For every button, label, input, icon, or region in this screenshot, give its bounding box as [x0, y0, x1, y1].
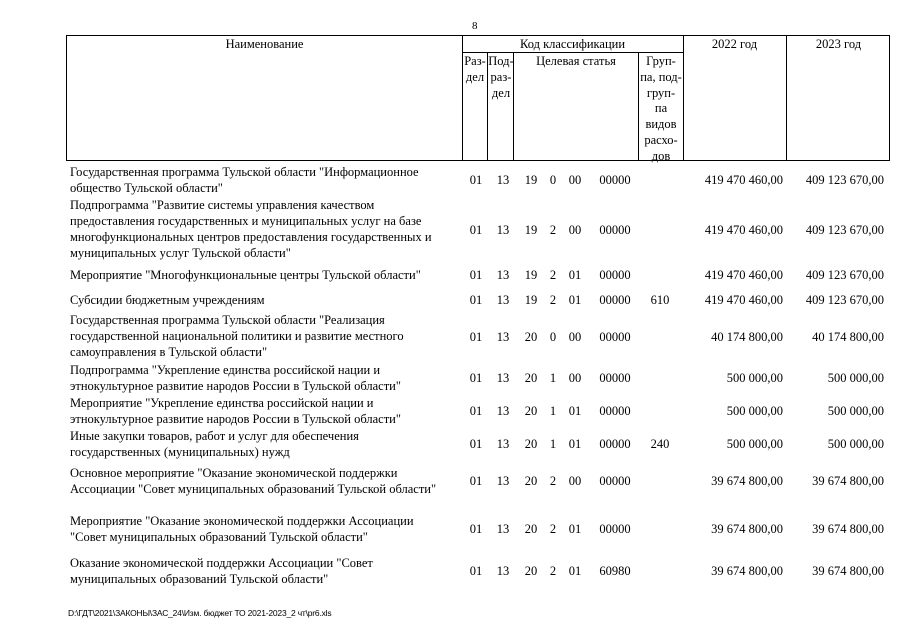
- amount-2022: 419 470 460,00: [704, 173, 783, 187]
- podrazdel-cell: 13: [496, 330, 510, 344]
- amount-2023: 500 000,00: [827, 371, 884, 385]
- razdel-cell: 01: [469, 223, 483, 237]
- row-name-line: государственных (муниципальных) нужд: [70, 445, 290, 459]
- target-program-cell: 19: [524, 268, 538, 282]
- razdel-cell: 01: [469, 474, 483, 488]
- row-name-line: муниципальных услуг Тульской области": [70, 246, 291, 260]
- amount-2022: 419 470 460,00: [704, 268, 783, 282]
- amount-2023: 409 123 670,00: [805, 223, 884, 237]
- target-subprogram-cell: 2: [549, 293, 557, 307]
- target-subprogram-cell: 2: [549, 223, 557, 237]
- page-number: 8: [472, 20, 478, 32]
- row-name: [70, 312, 455, 360]
- podrazdel-cell: 13: [496, 564, 510, 578]
- header-name: Наименование: [225, 37, 304, 51]
- target-event-cell: 01: [568, 522, 582, 536]
- table-row: [0, 465, 905, 497]
- amount-2022: 419 470 460,00: [704, 223, 783, 237]
- amount-2023: 409 123 670,00: [805, 268, 884, 282]
- target-direction-cell: 00000: [599, 522, 631, 536]
- row-name: [70, 362, 455, 394]
- row-name-line: самоуправления в Тульской области": [70, 345, 268, 359]
- row-name: [70, 428, 455, 460]
- razdel-cell: 01: [469, 437, 483, 451]
- target-direction-cell: 00000: [599, 371, 631, 385]
- table-row: [0, 555, 905, 587]
- target-subprogram-cell: 1: [549, 404, 557, 418]
- amount-2022: 419 470 460,00: [704, 293, 783, 307]
- row-name-line: общество Тульской области": [70, 181, 223, 195]
- row-name: [70, 465, 455, 497]
- amount-2023: 40 174 800,00: [812, 330, 884, 344]
- row-name-line: "Совет муниципальных образований Тульской области": [70, 530, 368, 544]
- expense-type-cell: 610: [650, 293, 670, 307]
- target-direction-cell: 00000: [599, 293, 631, 307]
- amount-2022: 500 000,00: [726, 404, 783, 418]
- target-direction-cell: 60980: [599, 564, 631, 578]
- target-direction-cell: 00000: [599, 404, 631, 418]
- row-name-line: Ассоциации "Совет муниципальных образований Тульской области": [70, 482, 437, 496]
- row-name-line: Государственная программа Тульской области "Информационное: [70, 165, 419, 179]
- target-subprogram-cell: 0: [549, 330, 557, 344]
- target-event-cell: 00: [568, 474, 582, 488]
- target-event-cell: 00: [568, 223, 582, 237]
- amount-2023: 409 123 670,00: [805, 173, 884, 187]
- target-direction-cell: 00000: [599, 223, 631, 237]
- row-name-line: этнокультурное развитие народов России в Тульской области": [70, 412, 401, 426]
- table-row: [0, 267, 905, 285]
- table-row: [0, 362, 905, 394]
- razdel-cell: 01: [469, 522, 483, 536]
- target-direction-cell: 00000: [599, 330, 631, 344]
- amount-2023: 39 674 800,00: [812, 564, 884, 578]
- razdel-cell: 01: [469, 173, 483, 187]
- target-program-cell: 20: [524, 437, 538, 451]
- table-row: [0, 312, 905, 360]
- table-row: [0, 513, 905, 545]
- row-name-line: Основное мероприятие "Оказание экономической поддержки: [70, 466, 398, 480]
- table-row: [0, 428, 905, 460]
- header-section: Раз- дел: [464, 54, 486, 84]
- target-direction-cell: 00000: [599, 173, 631, 187]
- file-path-footer: D:\ГДТ\2021\ЗАКОНЫ\ЗАС_24\Изм. бюджет ТО 2021-2023_2 чт\pr6.xls: [68, 608, 332, 618]
- row-name-line: муниципальных образований Тульской области": [70, 572, 329, 586]
- amount-2022: 40 174 800,00: [711, 330, 783, 344]
- target-event-cell: 01: [568, 564, 582, 578]
- target-subprogram-cell: 2: [549, 522, 557, 536]
- target-direction-cell: 00000: [599, 268, 631, 282]
- target-program-cell: 20: [524, 564, 538, 578]
- target-program-cell: 19: [524, 293, 538, 307]
- amount-2023: 500 000,00: [827, 404, 884, 418]
- amount-2022: 500 000,00: [726, 371, 783, 385]
- row-name-line: Иные закупки товаров, работ и услуг для обеспечения: [70, 429, 359, 443]
- razdel-cell: 01: [469, 268, 483, 282]
- row-name-line: Оказание экономической поддержки Ассоциации "Совет: [70, 556, 373, 570]
- amount-2023: 409 123 670,00: [805, 293, 884, 307]
- amount-2023: 39 674 800,00: [812, 522, 884, 536]
- podrazdel-cell: 13: [496, 404, 510, 418]
- podrazdel-cell: 13: [496, 474, 510, 488]
- target-program-cell: 20: [524, 522, 538, 536]
- razdel-cell: 01: [469, 564, 483, 578]
- amount-2023: 39 674 800,00: [812, 474, 884, 488]
- podrazdel-cell: 13: [496, 268, 510, 282]
- header-subsection: Под- раз- дел: [488, 54, 514, 100]
- row-name-line: Мероприятие "Оказание экономической поддержки Ассоциации: [70, 514, 414, 528]
- target-event-cell: 00: [568, 330, 582, 344]
- target-direction-cell: 00000: [599, 474, 631, 488]
- amount-2022: 500 000,00: [726, 437, 783, 451]
- razdel-cell: 01: [469, 371, 483, 385]
- row-name: [70, 267, 455, 283]
- target-event-cell: 01: [568, 268, 582, 282]
- target-program-cell: 20: [524, 371, 538, 385]
- target-program-cell: 19: [524, 223, 538, 237]
- expense-type-cell: 240: [650, 437, 670, 451]
- row-name-line: многофункциональных центров предоставления государственных и: [70, 230, 432, 244]
- header-expense-group: Груп- па, под- груп- па видов расхо- дов: [640, 54, 682, 163]
- header-classification-code: Код классификации: [519, 37, 626, 51]
- row-name: [70, 555, 455, 587]
- row-name-line: государственной национальной политики и развитие местного: [70, 329, 404, 343]
- header-year-2022: 2022 год: [711, 37, 758, 51]
- target-program-cell: 20: [524, 474, 538, 488]
- target-subprogram-cell: 2: [549, 564, 557, 578]
- table-row: [0, 197, 905, 261]
- podrazdel-cell: 13: [496, 173, 510, 187]
- row-name: [70, 164, 455, 196]
- row-name-line: Мероприятие "Многофункциональные центры Тульской области": [70, 268, 421, 282]
- row-name: [70, 513, 455, 545]
- row-name-line: этнокультурное развитие народов России в Тульской области": [70, 379, 401, 393]
- podrazdel-cell: 13: [496, 223, 510, 237]
- row-name-line: Подпрограмма "Развитие системы управления качеством: [70, 198, 375, 212]
- podrazdel-cell: 13: [496, 371, 510, 385]
- razdel-cell: 01: [469, 293, 483, 307]
- row-name-line: Мероприятие "Укрепление единства российской нации и: [70, 396, 374, 410]
- target-direction-cell: 00000: [599, 437, 631, 451]
- table-row: [0, 395, 905, 427]
- header-target-article: Целевая статья: [536, 54, 616, 68]
- amount-2022: 39 674 800,00: [711, 564, 783, 578]
- target-event-cell: 00: [568, 173, 582, 187]
- target-event-cell: 00: [568, 371, 582, 385]
- target-subprogram-cell: 0: [549, 173, 557, 187]
- table-row: [0, 292, 905, 310]
- amount-2022: 39 674 800,00: [711, 522, 783, 536]
- target-event-cell: 01: [568, 293, 582, 307]
- razdel-cell: 01: [469, 404, 483, 418]
- target-event-cell: 01: [568, 404, 582, 418]
- target-program-cell: 20: [524, 330, 538, 344]
- row-name: [70, 292, 455, 308]
- row-name-line: Государственная программа Тульской области "Реализация: [70, 313, 385, 327]
- row-name: [70, 197, 455, 261]
- table-row: [0, 164, 905, 196]
- row-name: [70, 395, 455, 427]
- row-name-line: Подпрограмма "Укрепление единства российской нации и: [70, 363, 381, 377]
- target-subprogram-cell: 1: [549, 371, 557, 385]
- podrazdel-cell: 13: [496, 293, 510, 307]
- target-event-cell: 01: [568, 437, 582, 451]
- razdel-cell: 01: [469, 330, 483, 344]
- target-program-cell: 19: [524, 173, 538, 187]
- podrazdel-cell: 13: [496, 437, 510, 451]
- podrazdel-cell: 13: [496, 522, 510, 536]
- target-subprogram-cell: 2: [549, 268, 557, 282]
- target-program-cell: 20: [524, 404, 538, 418]
- row-name-line: предоставления государственных и муниципальных услуг на базе: [70, 214, 422, 228]
- amount-2023: 500 000,00: [827, 437, 884, 451]
- target-subprogram-cell: 1: [549, 437, 557, 451]
- target-subprogram-cell: 2: [549, 474, 557, 488]
- amount-2022: 39 674 800,00: [711, 474, 783, 488]
- header-year-2023: 2023 год: [815, 37, 862, 51]
- row-name-line: Субсидии бюджетным учреждениям: [70, 293, 265, 307]
